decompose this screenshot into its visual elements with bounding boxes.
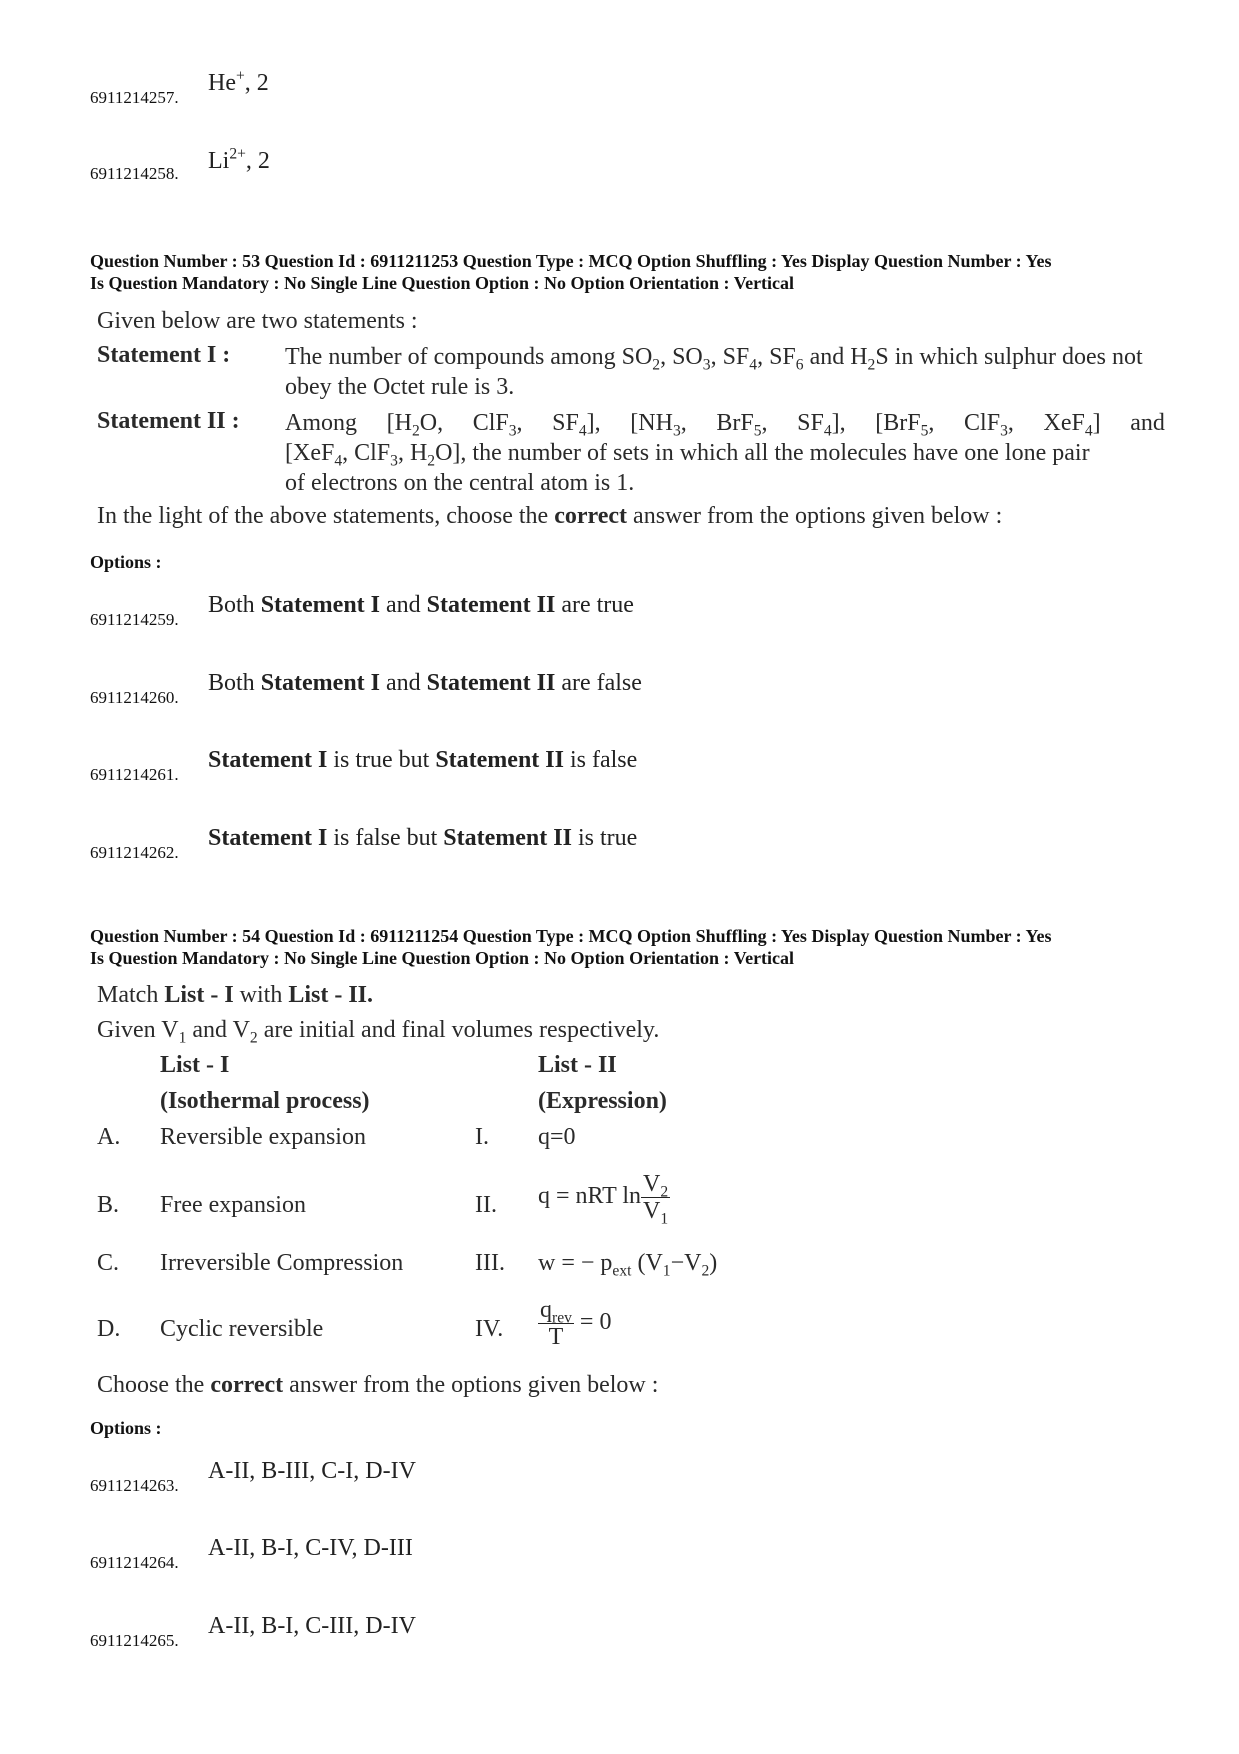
q54-given: Given $V_1$ and $V_2$ are initial and final volumes respectively. [97, 1017, 660, 1047]
list-2-subheader: (Expression) [538, 1088, 667, 1114]
row-letter: D. [97, 1316, 121, 1342]
option-id: 6911214259. [90, 610, 179, 629]
option-id: 6911214260. [90, 688, 179, 707]
row-expression: q = nRT ln $\frac{V_2}{V_1}$ [538, 1171, 669, 1228]
option-text[interactable]: A-II, B-III, C-I, D-IV [208, 1458, 416, 1484]
statement-1-text: The number of compounds among $SO_2$, $SO_3$, $SF_4$, $SF_6$ and $H_2S$ in which sulphur does not obey the Octet rule is 3. [285, 344, 1143, 400]
row-process: Irreversible Compression [160, 1250, 404, 1276]
question-53-meta [90, 250, 1190, 294]
row-letter: B. [97, 1192, 120, 1218]
row-expression: w = − $p_{ext}$ $(V_1-V_2)$ [538, 1250, 718, 1280]
option-id: 6911214257. [90, 88, 179, 107]
row-roman: IV. [475, 1316, 504, 1342]
option-id: 6911214263. [90, 1476, 179, 1495]
row-letter: C. [97, 1250, 120, 1276]
option-id: 6911214264. [90, 1553, 179, 1572]
list-2-header: List - II [538, 1052, 617, 1078]
row-expression: $\frac{q_{rev}}{T}$ = 0 [540, 1297, 612, 1350]
row-process: Reversible expansion [160, 1124, 366, 1150]
row-roman: I. [475, 1124, 489, 1150]
option-id: 6911214261. [90, 765, 179, 784]
options-label: Options : [90, 552, 162, 572]
row-letter: A. [97, 1124, 121, 1150]
q53-intro: Given below are two statements : [97, 308, 418, 334]
meta-line-1: Question Number : 54 Question Id : 6911211254 Question Type : MCQ Option Shuffling : Yes Display Question Number : Yes [90, 926, 1052, 946]
meta-line-1: Question Number : 53 Question Id : 6911211253 Question Type : MCQ Option Shuffling : Yes Display Question Number : Yes [90, 251, 1052, 271]
options-label: Options : [90, 1418, 162, 1438]
row-expression: q=0 [538, 1124, 576, 1150]
q54-closing: Choose the correct answer from the options given below : [97, 1372, 659, 1398]
option-id: 6911214258. [90, 164, 179, 183]
option-id: 6911214262. [90, 843, 179, 862]
row-roman: II. [475, 1192, 497, 1218]
statement-2-text: Among [$H_2O$, ClF$_3$, $SF_4$], [$NH_3$, BrF$_5$, $SF_4$], [BrF$_5$, ClF$_3$, XeF$_4$] and [XeF$_4$, ClF$_3$, $H_2O$], the number of sets in which all the molecules have one lone pair of electrons on the central atom is 1. [285, 410, 1165, 496]
option-text[interactable]: Statement I is true but Statement II is false [208, 747, 638, 773]
option-text[interactable]: A-II, B-I, C-III, D-IV [208, 1613, 416, 1639]
option-text[interactable]: Statement I is false but Statement II is true [208, 825, 638, 851]
option-text[interactable]: Both Statement I and Statement II are false [208, 670, 642, 696]
row-process: Cyclic reversible [160, 1316, 324, 1342]
statement-2-label: Statement II : [97, 408, 240, 434]
option-text[interactable]: A-II, B-I, C-IV, D-III [208, 1535, 413, 1561]
option-text[interactable]: Both Statement I and Statement II are true [208, 592, 634, 618]
q54-intro: Match List - I with List - II. [97, 982, 374, 1008]
option-text[interactable]: $Li^{2+}$, 2 [208, 145, 270, 174]
list-1-subheader: (Isothermal process) [160, 1088, 370, 1114]
row-process: Free expansion [160, 1192, 306, 1218]
option-text[interactable]: He+, 2 [208, 67, 269, 96]
q53-closing: In the light of the above statements, choose the correct answer from the options given below : [97, 503, 1003, 529]
statement-1-label: Statement I : [97, 342, 231, 368]
option-id: 6911214265. [90, 1631, 179, 1650]
meta-line-2: Is Question Mandatory : No Single Line Question Option : No Option Orientation : Vertical [90, 273, 795, 293]
meta-line-2: Is Question Mandatory : No Single Line Question Option : No Option Orientation : Vertical [90, 948, 795, 968]
question-54-meta [90, 925, 1190, 969]
row-roman: III. [475, 1250, 505, 1276]
list-1-header: List - I [160, 1052, 230, 1078]
